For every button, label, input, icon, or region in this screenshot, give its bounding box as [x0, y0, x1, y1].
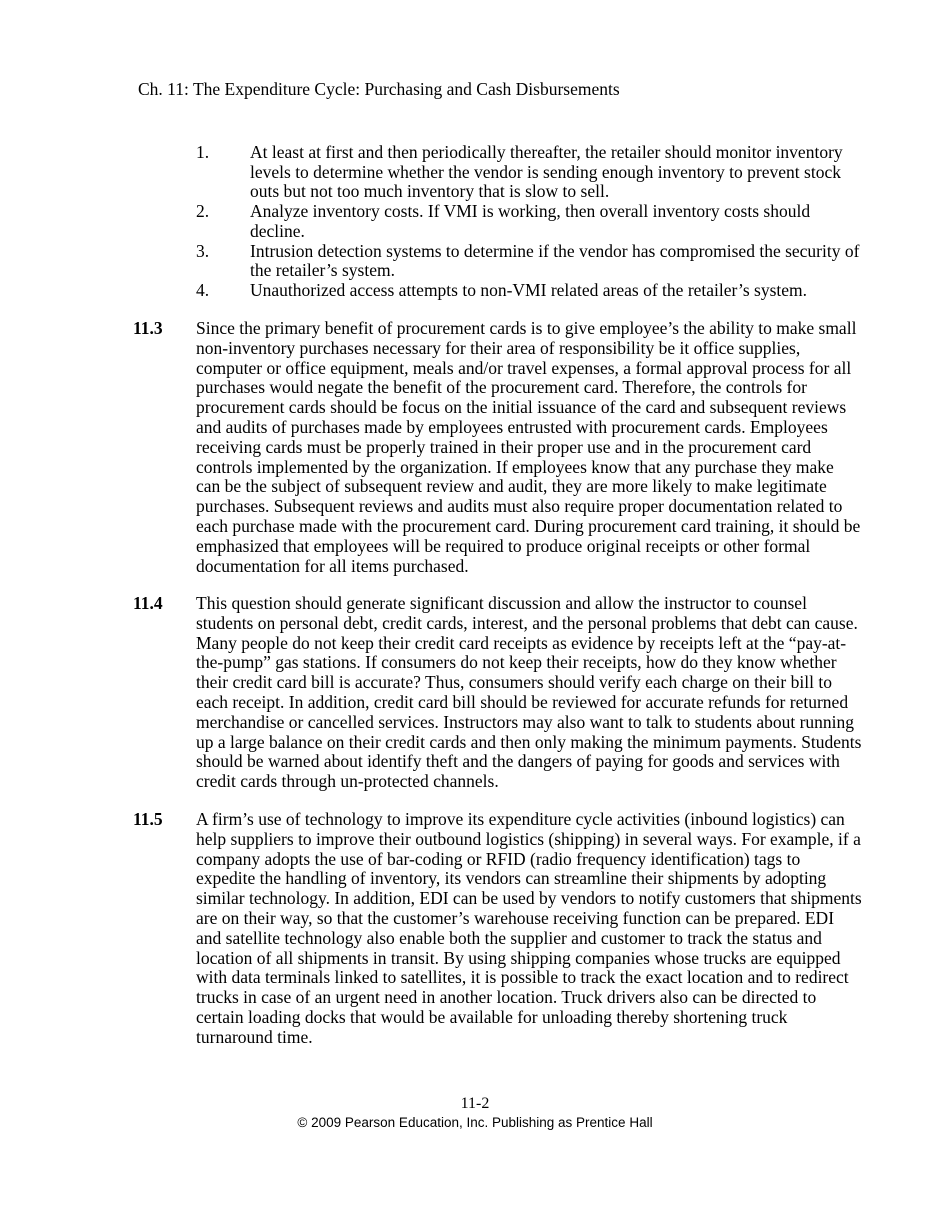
list-item-marker: 4. — [196, 279, 210, 300]
question-number: 11.5 — [133, 809, 163, 829]
question-body: This question should generate significant discussion and allow the instructor to counsel students on personal debt, credit cards, interest, and the personal problems that debt can cause. Many people do not keep their credit card receipts as evidence by receipts left at the “pay-at-the-pump” gas stations. If consumers do not keep their receipts, how do they know whether their credit card bill is accurate? Thus, consumers should verify each charge on their bill to each receipt. In addition, credit card bill should be reviewed for accurate refunds for returned merchandise or cancelled services. Instructors may also want to talk to students about running up a large balance on their credit cards and then only making the minimum payments. Students should be warned about identify theft and the dangers of paying for goods and services with credit cards through un-protected channels. — [196, 593, 862, 792]
question-body: A firm’s use of technology to improve its expenditure cycle activities (inbound logistics) can help suppliers to improve their outbound logistics (shipping) in several ways. For example, if a company adopts the use of bar-coding or RFID (radio frequency identification) tags to expedite the handling of inventory, its vendors can streamline their shipments by adopting similar technology. In addition, EDI can be used by vendors to notify customers that shipments are on their way, so that the customer’s warehouse receiving function can be prepared. EDI and satellite technology also enable both the supplier and customer to track the status and location of all shipments in transit. By using shipping companies whose trucks are equipped with data terminals linked to satellites, it is possible to track the exact location and to redirect trucks in case of an urgent need in another location. Truck drivers also can be directed to certain loading docks that would be available for unloading thereby shortening truck turnaround time. — [196, 809, 862, 1047]
list-item-text: Intrusion detection systems to determine if the vendor has compromised the security of the retailer’s system. — [250, 240, 860, 281]
question-block-11-3 — [133, 319, 862, 576]
question-number: 11.3 — [133, 318, 163, 338]
list-item-text: Unauthorized access attempts to non-VMI related areas of the retailer’s system. — [250, 279, 808, 300]
page-number: 11-2 — [460, 1095, 490, 1112]
question-number: 11.4 — [133, 593, 163, 613]
question-body: Since the primary benefit of procurement cards is to give employee’s the ability to make small non-inventory purchases necessary for their area of responsibility be it office supplies, computer or office equipment, meals and/or travel expenses, a formal approval process for all purchases would negate the benefit of the procurement card. Therefore, the controls for procurement cards should be focus on the initial issuance of the card and subsequent reviews and audits of purchases made by employees entrusted with procurement cards. Employees receiving cards must be properly trained in their proper use and in the procurement card controls implemented by the organization. If employees know that any purchase they make can be the subject of subsequent review and audit, they are more likely to make legitimate purchases. Subsequent reviews and audits must also require proper documentation related to each purchase made with the procurement card. During procurement card training, it should be emphasized that employees will be required to produce original receipts or other formal documentation for all items purchased. — [196, 318, 861, 576]
copyright-notice: © 2009 Pearson Education, Inc. Publishing as Prentice Hall — [297, 1115, 653, 1130]
question-block-11-4 — [133, 594, 862, 792]
list-item-text: At least at first and then periodically thereafter, the retailer should monitor inventory levels to determine whether the vendor is sending enough inventory to prevent stock outs but not too much inventory that is slow to sell. — [250, 142, 843, 202]
answer-list — [196, 143, 864, 301]
list-item-text: Analyze inventory costs. If VMI is working, then overall inventory costs should decline. — [250, 201, 811, 241]
question-block-11-5 — [133, 810, 862, 1048]
list-item — [196, 281, 864, 301]
list-item — [196, 242, 864, 281]
list-item-marker: 3. — [196, 240, 210, 261]
list-item-marker: 2. — [196, 201, 210, 222]
list-item — [196, 143, 864, 202]
list-item-marker: 1. — [196, 142, 210, 162]
running-head: Ch. 11: The Expenditure Cycle: Purchasing and Cash Disbursements — [138, 79, 620, 99]
list-item — [196, 202, 864, 241]
